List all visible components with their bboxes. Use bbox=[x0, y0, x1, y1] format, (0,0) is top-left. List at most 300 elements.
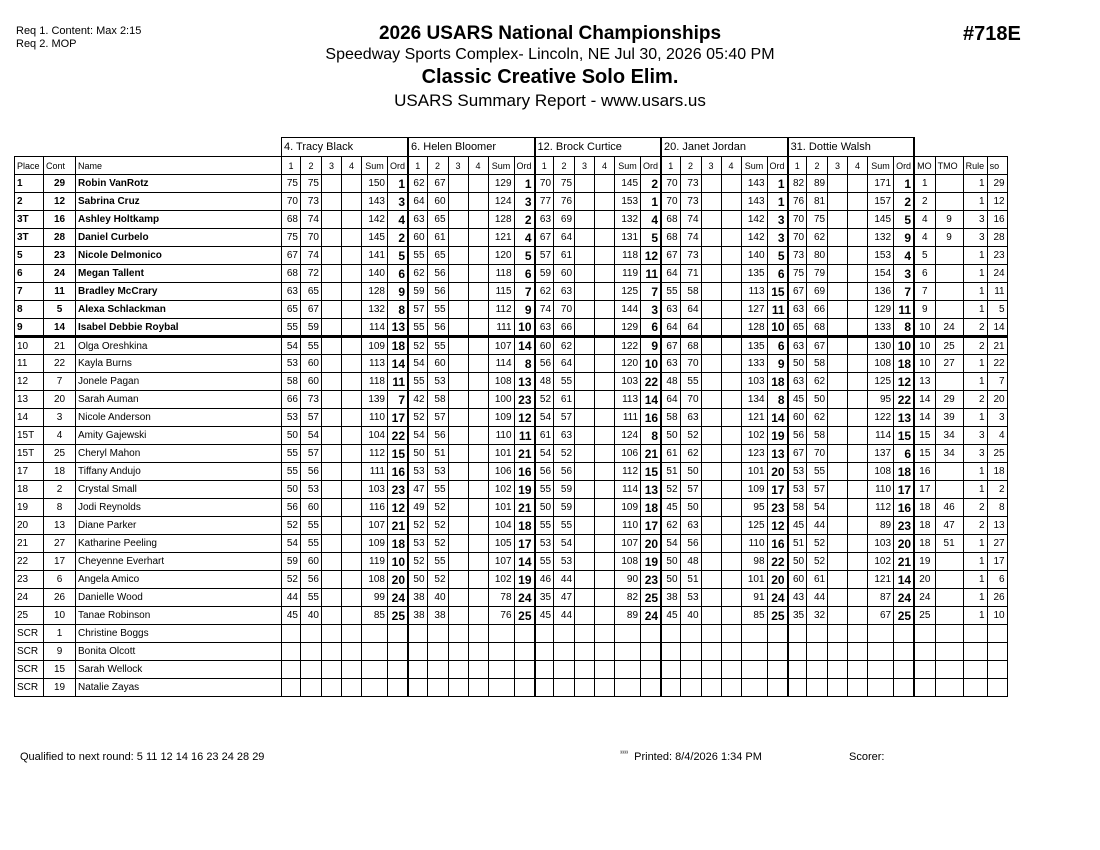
score-1: 49 bbox=[408, 499, 427, 517]
score-2: 55 bbox=[427, 337, 448, 355]
score-2 bbox=[427, 643, 448, 661]
score-3 bbox=[322, 229, 342, 247]
so-cell: 26 bbox=[987, 589, 1007, 607]
score-1: 55 bbox=[408, 247, 427, 265]
judge-ordinal: 5 bbox=[894, 211, 915, 229]
score-4 bbox=[721, 463, 741, 481]
score-sum: 141 bbox=[362, 247, 388, 265]
score-2: 55 bbox=[427, 301, 448, 319]
skater-name: Sabrina Cruz bbox=[76, 193, 282, 211]
score-sum bbox=[488, 679, 514, 697]
score-3 bbox=[701, 337, 721, 355]
judge-name: 4. Tracy Black bbox=[282, 138, 409, 157]
judge-ordinal: 12 bbox=[641, 247, 662, 265]
score-4 bbox=[721, 301, 741, 319]
tmo-cell bbox=[935, 265, 963, 283]
score-2: 75 bbox=[554, 175, 575, 193]
place-cell: 22 bbox=[15, 553, 44, 571]
skater-name: Katharine Peeling bbox=[76, 535, 282, 553]
score-4 bbox=[468, 229, 488, 247]
score-3 bbox=[448, 643, 468, 661]
score-4 bbox=[595, 193, 615, 211]
contestant-number: 12 bbox=[44, 193, 76, 211]
judge-ordinal bbox=[388, 625, 409, 643]
score-3 bbox=[701, 427, 721, 445]
score-4 bbox=[342, 463, 362, 481]
score-sum bbox=[362, 625, 388, 643]
score-sum: 114 bbox=[362, 319, 388, 337]
score-1 bbox=[535, 661, 554, 679]
printed-info bbox=[620, 751, 762, 763]
judge-ordinal: 20 bbox=[388, 571, 409, 589]
score-2: 53 bbox=[427, 463, 448, 481]
score-2: 73 bbox=[680, 175, 701, 193]
score-sum: 105 bbox=[488, 535, 514, 553]
score-4 bbox=[342, 445, 362, 463]
score-2: 57 bbox=[554, 409, 575, 427]
score-4 bbox=[342, 193, 362, 211]
judge-ordinal: 24 bbox=[767, 589, 788, 607]
score-1: 45 bbox=[282, 607, 301, 625]
score-1: 52 bbox=[661, 481, 680, 499]
score-1: 50 bbox=[788, 553, 807, 571]
score-2 bbox=[554, 643, 575, 661]
score-3 bbox=[448, 535, 468, 553]
tmo-cell bbox=[935, 679, 963, 697]
score-4 bbox=[468, 463, 488, 481]
judge-ordinal: 10 bbox=[767, 319, 788, 337]
rule-cell: 2 bbox=[963, 319, 987, 337]
score-2: 62 bbox=[807, 409, 828, 427]
score-4 bbox=[595, 391, 615, 409]
score-sum: 132 bbox=[868, 229, 894, 247]
score-4 bbox=[468, 175, 488, 193]
tmo-cell bbox=[935, 301, 963, 319]
score-1: 68 bbox=[282, 265, 301, 283]
score-4 bbox=[848, 427, 868, 445]
judge-name: 6. Helen Bloomer bbox=[408, 138, 535, 157]
judge-ordinal bbox=[641, 661, 662, 679]
score-3 bbox=[575, 391, 595, 409]
score-sum: 128 bbox=[488, 211, 514, 229]
score-sum: 143 bbox=[362, 193, 388, 211]
judge-ordinal: 3 bbox=[388, 193, 409, 211]
score-3 bbox=[701, 229, 721, 247]
score-3 bbox=[448, 211, 468, 229]
judge-ordinal: 21 bbox=[894, 553, 915, 571]
tmo-cell: 51 bbox=[935, 535, 963, 553]
score-sum: 107 bbox=[615, 535, 641, 553]
score-1 bbox=[535, 679, 554, 697]
score-sum: 107 bbox=[362, 517, 388, 535]
result-row bbox=[15, 481, 1008, 499]
score-2: 40 bbox=[301, 607, 322, 625]
skater-name: Jonele Pagan bbox=[76, 373, 282, 391]
score-2: 74 bbox=[680, 211, 701, 229]
results-table bbox=[14, 137, 1008, 697]
rule-cell: 1 bbox=[963, 175, 987, 193]
score-2: 56 bbox=[680, 535, 701, 553]
so-cell: 2 bbox=[987, 481, 1007, 499]
skater-name: Ashley Holtkamp bbox=[76, 211, 282, 229]
score-2: 52 bbox=[680, 427, 701, 445]
score-3 bbox=[701, 679, 721, 697]
score-sum: 118 bbox=[362, 373, 388, 391]
judge-ordinal: 3 bbox=[894, 265, 915, 283]
judge-ordinal: 23 bbox=[767, 499, 788, 517]
score-4 bbox=[848, 211, 868, 229]
score-4 bbox=[848, 265, 868, 283]
score-4 bbox=[342, 319, 362, 337]
score-2: 59 bbox=[554, 499, 575, 517]
score-4 bbox=[468, 247, 488, 265]
score-sum bbox=[615, 679, 641, 697]
score-3 bbox=[828, 301, 848, 319]
contestant-number: 15 bbox=[44, 661, 76, 679]
score-2 bbox=[554, 625, 575, 643]
score-sum: 112 bbox=[868, 499, 894, 517]
score-1: 67 bbox=[535, 229, 554, 247]
score-3 bbox=[322, 337, 342, 355]
judge-ordinal: 19 bbox=[514, 571, 535, 589]
score-2: 62 bbox=[680, 445, 701, 463]
score-4 bbox=[848, 553, 868, 571]
judge-ordinal: 6 bbox=[894, 445, 915, 463]
score-3 bbox=[575, 481, 595, 499]
judge-ordinal: 12 bbox=[767, 517, 788, 535]
judge-ordinal: 11 bbox=[894, 301, 915, 319]
score-1: 68 bbox=[661, 211, 680, 229]
contestant-number: 25 bbox=[44, 445, 76, 463]
score-sum: 87 bbox=[868, 589, 894, 607]
judge-ordinal: 15 bbox=[641, 463, 662, 481]
score-4 bbox=[595, 643, 615, 661]
score-2: 52 bbox=[807, 535, 828, 553]
mo-cell: 5 bbox=[914, 247, 935, 265]
judge-ordinal: 10 bbox=[514, 319, 535, 337]
score-sum: 110 bbox=[615, 517, 641, 535]
so-cell bbox=[987, 661, 1007, 679]
score-4 bbox=[848, 193, 868, 211]
score-sum bbox=[488, 625, 514, 643]
judge-ordinal: 9 bbox=[514, 301, 535, 319]
score-sum: 132 bbox=[362, 301, 388, 319]
judge-ordinal: 18 bbox=[514, 517, 535, 535]
score-sum: 122 bbox=[615, 337, 641, 355]
contestant-number: 16 bbox=[44, 211, 76, 229]
mo-cell: 7 bbox=[914, 283, 935, 301]
score-1: 52 bbox=[535, 391, 554, 409]
judge-col-header: Sum bbox=[741, 157, 767, 175]
score-1: 44 bbox=[282, 589, 301, 607]
score-sum: 120 bbox=[615, 355, 641, 373]
score-3 bbox=[701, 661, 721, 679]
judge-ordinal: 8 bbox=[894, 319, 915, 337]
score-3 bbox=[448, 337, 468, 355]
place-cell: 7 bbox=[15, 283, 44, 301]
judge-ordinal: 18 bbox=[641, 499, 662, 517]
mo-cell: 19 bbox=[914, 553, 935, 571]
score-3 bbox=[448, 373, 468, 391]
score-sum: 103 bbox=[615, 373, 641, 391]
tmo-cell: 25 bbox=[935, 337, 963, 355]
score-2: 38 bbox=[427, 607, 448, 625]
judge-ordinal: 16 bbox=[894, 499, 915, 517]
score-2: 52 bbox=[427, 517, 448, 535]
score-sum: 113 bbox=[741, 283, 767, 301]
judge-ordinal: 22 bbox=[388, 427, 409, 445]
score-sum: 89 bbox=[868, 517, 894, 535]
score-2 bbox=[301, 661, 322, 679]
mo-cell bbox=[914, 643, 935, 661]
score-4 bbox=[468, 661, 488, 679]
score-sum: 142 bbox=[362, 211, 388, 229]
score-2: 52 bbox=[554, 445, 575, 463]
judge-ordinal bbox=[514, 661, 535, 679]
score-sum: 113 bbox=[362, 355, 388, 373]
score-2: 52 bbox=[427, 535, 448, 553]
result-row bbox=[15, 211, 1008, 229]
score-4 bbox=[468, 607, 488, 625]
rule-cell: 1 bbox=[963, 373, 987, 391]
judge-ordinal: 10 bbox=[641, 355, 662, 373]
score-sum: 104 bbox=[362, 427, 388, 445]
score-1: 58 bbox=[661, 409, 680, 427]
score-1: 50 bbox=[788, 355, 807, 373]
mo-cell: 16 bbox=[914, 463, 935, 481]
score-4 bbox=[721, 535, 741, 553]
judge-ordinal: 7 bbox=[894, 283, 915, 301]
score-3 bbox=[701, 283, 721, 301]
judge-ordinal: 13 bbox=[388, 319, 409, 337]
contestant-number: 8 bbox=[44, 499, 76, 517]
score-1: 56 bbox=[535, 463, 554, 481]
score-4 bbox=[721, 571, 741, 589]
score-sum: 89 bbox=[615, 607, 641, 625]
place-cell: 9 bbox=[15, 319, 44, 337]
score-3 bbox=[322, 625, 342, 643]
judge-ordinal: 3 bbox=[767, 211, 788, 229]
score-2: 48 bbox=[680, 553, 701, 571]
score-sum: 102 bbox=[488, 481, 514, 499]
score-2: 76 bbox=[554, 193, 575, 211]
score-3 bbox=[448, 571, 468, 589]
score-4 bbox=[468, 427, 488, 445]
so-cell: 10 bbox=[987, 607, 1007, 625]
score-sum: 109 bbox=[488, 409, 514, 427]
score-sum: 112 bbox=[362, 445, 388, 463]
score-1: 63 bbox=[788, 373, 807, 391]
judge-ordinal: 3 bbox=[767, 229, 788, 247]
so-cell bbox=[987, 643, 1007, 661]
tmo-cell: 24 bbox=[935, 319, 963, 337]
score-sum: 119 bbox=[362, 553, 388, 571]
score-sum: 139 bbox=[362, 391, 388, 409]
judge-ordinal: 7 bbox=[514, 283, 535, 301]
score-sum: 111 bbox=[362, 463, 388, 481]
score-3 bbox=[322, 355, 342, 373]
score-2: 59 bbox=[554, 481, 575, 499]
score-1: 60 bbox=[408, 229, 427, 247]
score-2: 65 bbox=[427, 211, 448, 229]
place-cell: 23 bbox=[15, 571, 44, 589]
score-2 bbox=[427, 625, 448, 643]
score-sum: 102 bbox=[488, 571, 514, 589]
judge-ordinal: 11 bbox=[641, 265, 662, 283]
score-2: 58 bbox=[807, 427, 828, 445]
score-2 bbox=[427, 679, 448, 697]
score-3 bbox=[575, 409, 595, 427]
score-sum: 103 bbox=[868, 535, 894, 553]
judge-ordinal: 17 bbox=[894, 481, 915, 499]
judge-col-header: 4 bbox=[468, 157, 488, 175]
contestant-number: 11 bbox=[44, 283, 76, 301]
score-1: 70 bbox=[535, 175, 554, 193]
judge-ordinal: 23 bbox=[641, 571, 662, 589]
score-4 bbox=[848, 589, 868, 607]
score-2 bbox=[554, 661, 575, 679]
score-3 bbox=[828, 679, 848, 697]
skater-name: Daniel Curbelo bbox=[76, 229, 282, 247]
judge-col-header: 3 bbox=[575, 157, 595, 175]
skater-name: Cheyenne Everhart bbox=[76, 553, 282, 571]
score-2: 52 bbox=[807, 553, 828, 571]
score-1: 67 bbox=[788, 283, 807, 301]
score-2: 60 bbox=[301, 553, 322, 571]
score-3 bbox=[701, 499, 721, 517]
score-2: 58 bbox=[427, 391, 448, 409]
rule-cell: 2 bbox=[963, 517, 987, 535]
score-3 bbox=[575, 679, 595, 697]
score-3 bbox=[575, 337, 595, 355]
score-2: 73 bbox=[301, 391, 322, 409]
score-2: 57 bbox=[301, 409, 322, 427]
score-1: 70 bbox=[788, 211, 807, 229]
score-sum bbox=[868, 625, 894, 643]
score-2: 50 bbox=[680, 499, 701, 517]
judge-ordinal: 14 bbox=[894, 571, 915, 589]
score-2: 66 bbox=[554, 319, 575, 337]
tmo-cell bbox=[935, 463, 963, 481]
judge-ordinal: 3 bbox=[514, 193, 535, 211]
score-2: 60 bbox=[554, 265, 575, 283]
score-2: 52 bbox=[427, 499, 448, 517]
score-4 bbox=[721, 211, 741, 229]
score-sum: 150 bbox=[362, 175, 388, 193]
tmo-cell bbox=[935, 607, 963, 625]
judge-ordinal bbox=[767, 625, 788, 643]
score-sum: 131 bbox=[615, 229, 641, 247]
judge-ordinal: 17 bbox=[767, 481, 788, 499]
score-sum: 101 bbox=[741, 571, 767, 589]
score-1: 67 bbox=[661, 247, 680, 265]
score-1: 54 bbox=[535, 445, 554, 463]
score-2: 52 bbox=[427, 571, 448, 589]
mo-cell: 15 bbox=[914, 427, 935, 445]
score-3 bbox=[828, 589, 848, 607]
score-2 bbox=[680, 643, 701, 661]
score-sum: 154 bbox=[868, 265, 894, 283]
score-2: 60 bbox=[427, 355, 448, 373]
score-4 bbox=[595, 337, 615, 355]
score-sum: 118 bbox=[488, 265, 514, 283]
contestant-number: 26 bbox=[44, 589, 76, 607]
score-1: 38 bbox=[408, 589, 427, 607]
score-1: 54 bbox=[408, 355, 427, 373]
rule-cell bbox=[963, 661, 987, 679]
judge-ordinal: 20 bbox=[641, 535, 662, 553]
score-4 bbox=[721, 607, 741, 625]
score-3 bbox=[575, 607, 595, 625]
place-cell: 13 bbox=[15, 391, 44, 409]
skater-name: Diane Parker bbox=[76, 517, 282, 535]
judge-ordinal: 5 bbox=[641, 229, 662, 247]
score-1: 55 bbox=[408, 373, 427, 391]
judge-ordinal: 23 bbox=[514, 391, 535, 409]
rule-cell: 1 bbox=[963, 589, 987, 607]
judge-ordinal: 17 bbox=[514, 535, 535, 553]
score-2: 70 bbox=[680, 391, 701, 409]
score-3 bbox=[575, 445, 595, 463]
score-4 bbox=[595, 661, 615, 679]
score-4 bbox=[721, 265, 741, 283]
judge-col-header: 2 bbox=[680, 157, 701, 175]
score-3 bbox=[575, 229, 595, 247]
score-sum: 85 bbox=[741, 607, 767, 625]
score-sum: 111 bbox=[488, 319, 514, 337]
score-4 bbox=[848, 679, 868, 697]
judge-col-header: 4 bbox=[342, 157, 362, 175]
score-1: 45 bbox=[535, 607, 554, 625]
tmo-cell bbox=[935, 625, 963, 643]
score-4 bbox=[595, 625, 615, 643]
score-sum bbox=[362, 661, 388, 679]
place-cell: SCR bbox=[15, 643, 44, 661]
place-cell: 14 bbox=[15, 409, 44, 427]
judge-col-header: 3 bbox=[448, 157, 468, 175]
so-cell: 18 bbox=[987, 463, 1007, 481]
so-cell: 22 bbox=[987, 355, 1007, 373]
mo-cell: 18 bbox=[914, 499, 935, 517]
score-1: 48 bbox=[661, 373, 680, 391]
score-2: 55 bbox=[427, 481, 448, 499]
score-2: 69 bbox=[554, 211, 575, 229]
score-3 bbox=[575, 625, 595, 643]
score-4 bbox=[468, 337, 488, 355]
judge-col-header: Ord bbox=[514, 157, 535, 175]
tmo-cell bbox=[935, 283, 963, 301]
mo-cell: 13 bbox=[914, 373, 935, 391]
score-2: 62 bbox=[807, 229, 828, 247]
result-row bbox=[15, 175, 1008, 193]
score-3 bbox=[448, 409, 468, 427]
score-2: 71 bbox=[680, 265, 701, 283]
score-4 bbox=[342, 373, 362, 391]
skater-name: Megan Tallent bbox=[76, 265, 282, 283]
score-sum: 157 bbox=[868, 193, 894, 211]
score-1 bbox=[282, 625, 301, 643]
score-2: 54 bbox=[807, 499, 828, 517]
score-1 bbox=[282, 643, 301, 661]
score-4 bbox=[468, 499, 488, 517]
score-3 bbox=[575, 283, 595, 301]
score-sum: 130 bbox=[868, 337, 894, 355]
score-1: 63 bbox=[788, 301, 807, 319]
score-3 bbox=[701, 643, 721, 661]
score-3 bbox=[575, 535, 595, 553]
score-1: 67 bbox=[661, 337, 680, 355]
tmo-cell bbox=[935, 643, 963, 661]
